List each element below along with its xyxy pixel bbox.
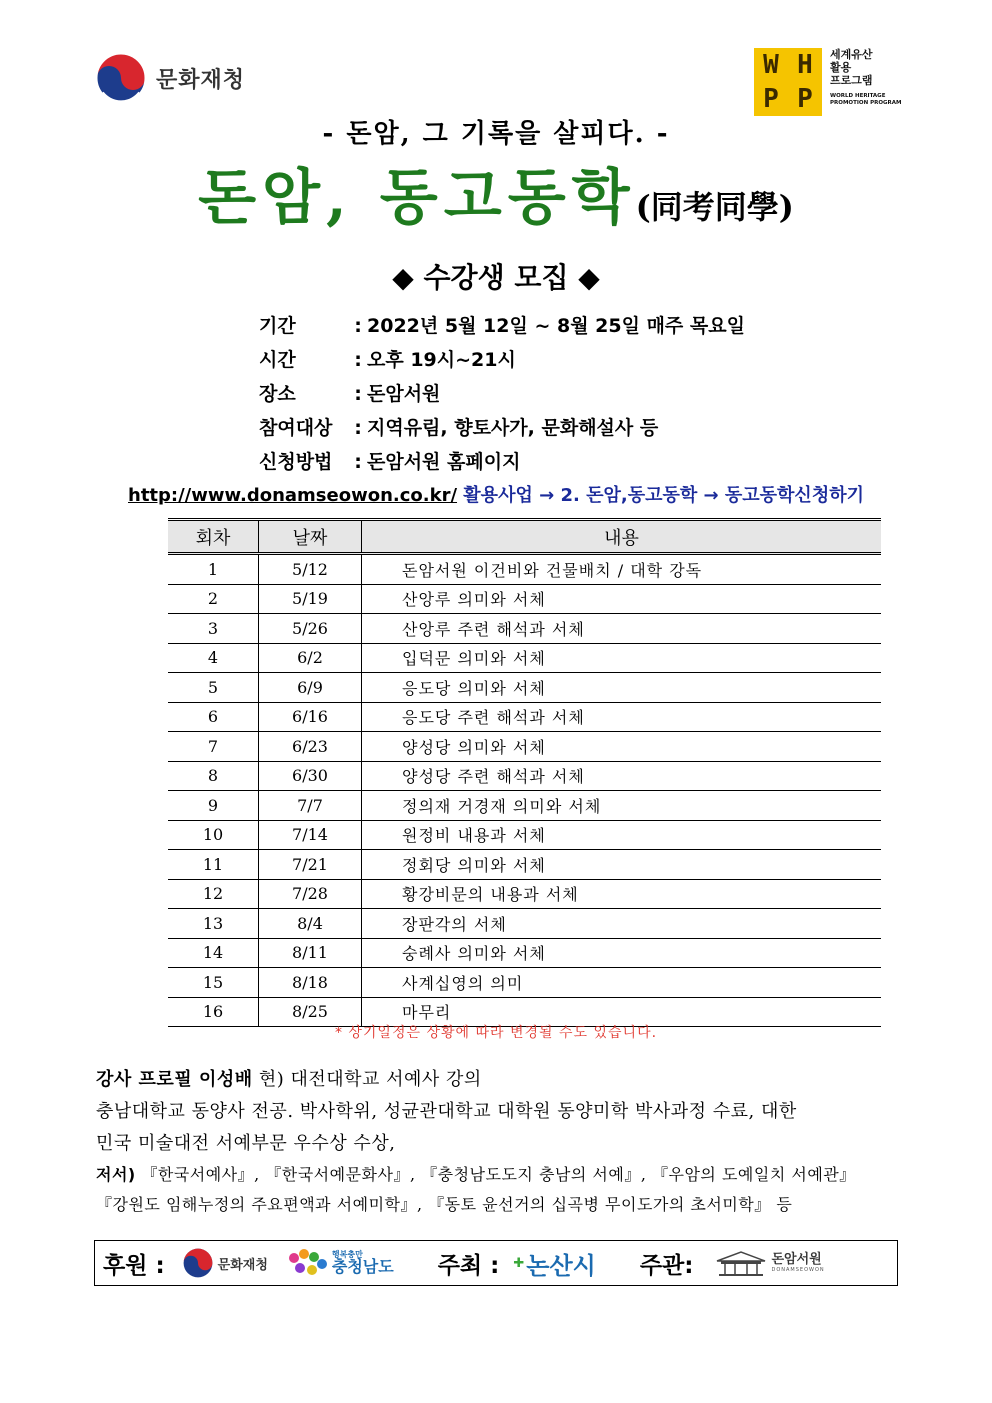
profile-bio: 충남대학교 동양사 전공. 박사학위, 성균관대학교 대학원 동양미학 박사과정 수료, 대한 xyxy=(96,1101,797,1122)
info-row-place xyxy=(259,377,745,411)
info-colon: : xyxy=(354,383,362,405)
cell-date: 5/19 xyxy=(259,584,362,614)
cell-no: 3 xyxy=(168,614,259,644)
cell-content: 응도당 주련 해석과 서체 xyxy=(362,702,882,732)
cell-content: 정의재 거경재 의미와 서체 xyxy=(362,791,882,821)
cell-no: 15 xyxy=(168,968,259,998)
info-value: 오후 19시~21시 xyxy=(367,349,516,371)
header-content: 내용 xyxy=(362,520,882,554)
cell-content: 장판각의 서체 xyxy=(362,909,882,939)
cell-no: 12 xyxy=(168,879,259,909)
organizer-name: 돈암서원 xyxy=(771,1252,822,1267)
cell-date: 6/9 xyxy=(259,673,362,703)
footer-sponsors xyxy=(94,1240,898,1286)
cell-date: 6/16 xyxy=(259,702,362,732)
cell-date: 6/23 xyxy=(259,732,362,762)
table-header-row xyxy=(168,520,881,554)
info-colon: : xyxy=(354,417,362,439)
sponsor-chungnam-name: 충청남도 xyxy=(331,1257,394,1276)
cell-date: 7/7 xyxy=(259,791,362,821)
nonsan-mark-icon: ✚ xyxy=(513,1255,525,1271)
books-list: 『한국서예사』, 『한국서예문화사』, 『충청남도도지 충남의 서예』, 『우암의 도예일치 서예관』 xyxy=(135,1165,856,1184)
profile-label: 강사 프로필 이성배 xyxy=(96,1069,253,1090)
info-label: 장소 xyxy=(259,383,296,405)
cell-no: 14 xyxy=(168,938,259,968)
header-date: 날짜 xyxy=(259,520,362,554)
info-value: 2022년 5월 12일 ~ 8월 25일 매주 목요일 xyxy=(367,315,745,337)
cell-no: 4 xyxy=(168,643,259,673)
cell-content: 양성당 의미와 서체 xyxy=(362,732,882,762)
table-row xyxy=(168,791,881,821)
table-row xyxy=(168,643,881,673)
info-row-method xyxy=(259,445,745,479)
cell-content: 산앙루 의미와 서체 xyxy=(362,584,882,614)
host-name: 논산시 xyxy=(526,1250,596,1280)
whpp-en-line: WORLD HERITAGE xyxy=(830,93,886,99)
schedule-note: * 상기일정은 상황에 따라 변경될 수도 있습니다. xyxy=(334,1025,658,1041)
section-title: ◆ 수강생 모집 ◆ xyxy=(392,261,600,294)
cell-no: 13 xyxy=(168,909,259,939)
cell-no: 11 xyxy=(168,850,259,880)
cell-content: 숭례사 의미와 서체 xyxy=(362,938,882,968)
organizer-en: DONAMSEOWON xyxy=(771,1267,825,1273)
main-title-text: 돈암, 동고동학 xyxy=(198,163,636,233)
chungnam-logo-icon xyxy=(286,1248,330,1278)
homepage-link[interactable]: http://www.donamseowon.co.kr/ xyxy=(128,485,458,506)
cell-date: 5/26 xyxy=(259,614,362,644)
cell-date: 7/28 xyxy=(259,879,362,909)
cell-no: 2 xyxy=(168,584,259,614)
info-value: 지역유림, 향토사가, 문화해설사 등 xyxy=(367,417,659,439)
cell-no: 6 xyxy=(168,702,259,732)
profile-line xyxy=(96,1064,898,1096)
table-row xyxy=(168,909,881,939)
cell-date: 7/21 xyxy=(259,850,362,880)
cell-no: 9 xyxy=(168,791,259,821)
cell-date: 6/2 xyxy=(259,643,362,673)
info-label: 시간 xyxy=(259,349,296,371)
cell-content: 응도당 의미와 서체 xyxy=(362,673,882,703)
cell-content: 돈암서원 이건비와 건물배치 / 대학 강독 xyxy=(362,554,882,585)
cell-content: 원정비 내용과 서체 xyxy=(362,820,882,850)
schedule-table xyxy=(168,518,881,1027)
cell-no: 7 xyxy=(168,732,259,762)
organizer-logo xyxy=(771,1253,824,1273)
profile-books xyxy=(96,1160,898,1190)
cell-date: 6/30 xyxy=(259,761,362,791)
organizer-label: 주관: xyxy=(639,1252,694,1279)
info-row-target xyxy=(259,411,745,445)
cell-date: 8/4 xyxy=(259,909,362,939)
taegeuk-icon xyxy=(96,53,146,103)
whpp-mark xyxy=(754,48,822,116)
info-block xyxy=(259,309,745,479)
main-title-hanja: (同考同學) xyxy=(635,188,794,226)
ministry-logo xyxy=(96,52,245,104)
cell-no: 16 xyxy=(168,997,259,1027)
cell-content: 정회당 의미와 서체 xyxy=(362,850,882,880)
sponsor-label: 후원 : xyxy=(103,1252,165,1279)
sponsor-chungnam xyxy=(332,1251,394,1275)
instructor-profile xyxy=(96,1064,898,1220)
table-row xyxy=(168,673,881,703)
cell-content: 양성당 주련 해석과 서체 xyxy=(362,761,882,791)
taegeuk-icon xyxy=(183,1248,213,1278)
cell-date: 7/14 xyxy=(259,820,362,850)
cell-no: 1 xyxy=(168,554,259,585)
table-row xyxy=(168,554,881,585)
cell-content: 사계십영의 의미 xyxy=(362,968,882,998)
sponsor-chungnam-small: 행복충만 xyxy=(331,1250,363,1259)
profile-books: 『강원도 임해누정의 주요편액과 서예미학』, 『동토 윤선거의 십곡병 무이도가의 초서미학』 등 xyxy=(96,1195,793,1214)
ministry-name: 문화재청 xyxy=(156,67,246,93)
info-label: 참여대상 xyxy=(259,417,333,439)
info-row-time xyxy=(259,343,745,377)
main-title xyxy=(0,150,992,236)
table-row xyxy=(168,584,881,614)
apply-path: 활용사업 → 2. 돈암,동고동학 → 동고동학신청하기 xyxy=(457,485,864,506)
whpp-en-line: PROMOTION PROGRAM xyxy=(830,100,902,106)
profile-title: 현) 대전대학교 서예사 강의 xyxy=(252,1069,482,1090)
table-row xyxy=(168,850,881,880)
cell-date: 8/18 xyxy=(259,968,362,998)
table-row xyxy=(168,614,881,644)
table-row xyxy=(168,702,881,732)
table-row xyxy=(168,879,881,909)
whpp-text xyxy=(830,48,902,107)
whpp-kr-line: 세계유산 xyxy=(830,48,873,61)
cell-content: 황강비문의 내용과 서체 xyxy=(362,879,882,909)
info-value: 돈암서원 xyxy=(367,383,441,405)
cell-content: 마무리 xyxy=(362,997,882,1027)
profile-bio: 민국 미술대전 서예부문 우수상 수상, xyxy=(96,1133,396,1154)
subtitle: - 돈암, 그 기록을 살피다. - xyxy=(322,119,670,149)
host-label: 주최 : xyxy=(437,1252,500,1279)
table-row xyxy=(168,761,881,791)
table-row xyxy=(168,938,881,968)
apply-line xyxy=(0,481,992,507)
info-colon: : xyxy=(354,315,362,337)
cell-date: 5/12 xyxy=(259,554,362,585)
info-colon: : xyxy=(354,451,362,473)
whpp-logo xyxy=(754,48,902,116)
header-no: 회차 xyxy=(168,520,259,554)
whpp-kr-line: 활용 xyxy=(830,61,852,74)
sponsor-ministry: 문화재청 xyxy=(217,1257,268,1273)
table-row xyxy=(168,732,881,762)
table-row xyxy=(168,968,881,998)
info-label: 신청방법 xyxy=(259,451,333,473)
cell-content: 산앙루 주련 해석과 서체 xyxy=(362,614,882,644)
whpp-letter: H xyxy=(797,50,813,80)
cell-date: 8/25 xyxy=(259,997,362,1027)
info-colon: : xyxy=(354,349,362,371)
whpp-letter: P xyxy=(763,84,779,114)
info-value: 돈암서원 홈페이지 xyxy=(367,451,521,473)
cell-date: 8/11 xyxy=(259,938,362,968)
whpp-letter: P xyxy=(797,84,813,114)
table-row xyxy=(168,820,881,850)
books-label: 저서) xyxy=(96,1165,136,1184)
cell-content: 입덕문 의미와 서체 xyxy=(362,643,882,673)
info-row-period xyxy=(259,309,745,343)
seowon-building-icon xyxy=(715,1249,767,1277)
info-label: 기간 xyxy=(259,315,296,337)
whpp-letter: W xyxy=(763,50,779,80)
cell-no: 10 xyxy=(168,820,259,850)
cell-no: 5 xyxy=(168,673,259,703)
whpp-kr-line: 프로그램 xyxy=(830,74,873,87)
cell-no: 8 xyxy=(168,761,259,791)
